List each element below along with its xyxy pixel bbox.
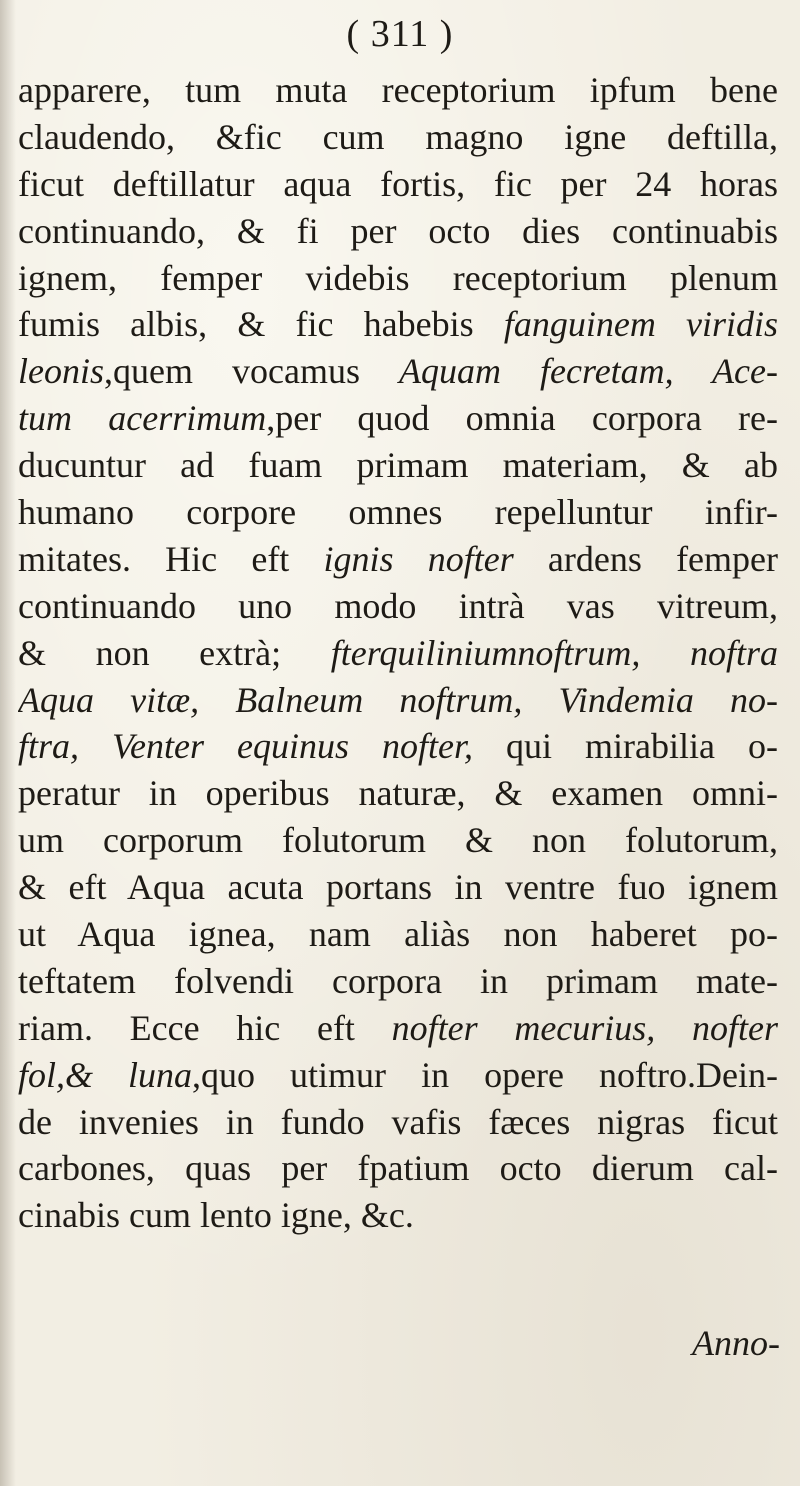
text-segment: fumis albis, & fic habebis: [18, 304, 504, 345]
italic-text: nofter mecurius, nofter: [391, 1007, 778, 1048]
text-segment: ficut deftillatur aqua fortis, fic per 24 horas: [18, 163, 778, 204]
text-line: [18, 630, 778, 677]
italic-text: ftra, Venter equinus nofter,: [18, 726, 474, 767]
text-line: [18, 677, 778, 724]
italic-text: Aqua vitæ, Balneum noftrum, Vindemia no-: [18, 679, 778, 720]
text-line: [18, 348, 778, 395]
text-line: [18, 489, 778, 536]
text-segment: & non extrà;: [18, 632, 331, 673]
italic-text: Aquam fecretam, Ace-: [399, 351, 778, 392]
body-text: [18, 67, 778, 1239]
text-line: [18, 442, 778, 489]
text-line: [18, 1145, 778, 1192]
text-line: [18, 161, 778, 208]
text-segment: um corporum folutorum & non folutorum,: [18, 820, 778, 861]
italic-text: tum acerrimum: [18, 398, 267, 439]
text-line: [18, 1005, 778, 1052]
text-line: [18, 723, 778, 770]
text-segment: ut Aqua ignea, nam aliàs non haberet po-: [18, 914, 778, 955]
text-segment: cinabis cum lento igne, &c.: [18, 1195, 414, 1236]
text-line: [18, 911, 778, 958]
text-segment: continuando, & fi per octo dies continuabis: [18, 210, 778, 251]
text-segment: peratur in operibus naturæ, & examen omni-: [18, 773, 778, 814]
text-line: [18, 395, 778, 442]
text-segment: riam. Ecce hic eft: [18, 1007, 392, 1048]
italic-text: leonis: [18, 351, 104, 392]
text-segment: apparere, tum muta receptorium ipfum bene: [18, 70, 778, 110]
text-line: [18, 817, 778, 864]
text-segment: continuando uno modo intrà vas vitreum,: [18, 585, 778, 626]
text-segment: carbones, quas per fpatium octo dierum cal-: [18, 1148, 778, 1189]
text-segment: humano corpore omnes repelluntur infir-: [18, 492, 778, 533]
text-segment: ignem, femper videbis receptorium plenum: [18, 257, 778, 298]
text-line: [18, 1099, 778, 1146]
text-line: [18, 958, 778, 1005]
text-segment: ,quo utimur in opere noftro.Dein-: [192, 1054, 778, 1095]
text-segment: teftatem folvendi corpora in primam mate-: [18, 960, 778, 1001]
text-line: [18, 583, 778, 630]
text-segment: claudendo, &fic cum magno igne deftilla,: [18, 116, 778, 157]
text-line: [18, 864, 778, 911]
text-line: [18, 1192, 778, 1239]
text-line: [18, 770, 778, 817]
text-segment: ,per quod omnia corpora re-: [266, 398, 778, 439]
italic-text: fanguinem viridis: [503, 304, 778, 345]
text-segment: mitates. Hic eft: [18, 538, 324, 579]
text-segment: ducuntur ad fuam primam materiam, & ab: [18, 445, 778, 486]
page-number: ( 311 ): [346, 13, 454, 55]
text-segment: qui mirabilia o-: [473, 726, 778, 767]
text-line: [18, 301, 778, 348]
text-line: [18, 255, 778, 302]
text-segment: de invenies in fundo vafis fæces nigras ficut: [18, 1101, 778, 1142]
italic-text: fol,& luna: [18, 1054, 193, 1095]
italic-text: ignis nofter: [323, 538, 514, 579]
gutter-shadow: [0, 0, 16, 1486]
text-line: [18, 114, 778, 161]
text-segment: ardens femper: [513, 538, 778, 579]
text-segment: ,quem vocamus: [104, 351, 400, 392]
text-line: [18, 536, 778, 583]
italic-text: fterquiliniumnoftrum, noftra: [330, 632, 778, 673]
text-line: [18, 67, 778, 114]
text-line: [18, 208, 778, 255]
catchword: Anno-: [692, 1323, 780, 1363]
text-line: [18, 1052, 778, 1099]
text-segment: & eft Aqua acuta portans in ventre fuo ignem: [18, 867, 778, 908]
